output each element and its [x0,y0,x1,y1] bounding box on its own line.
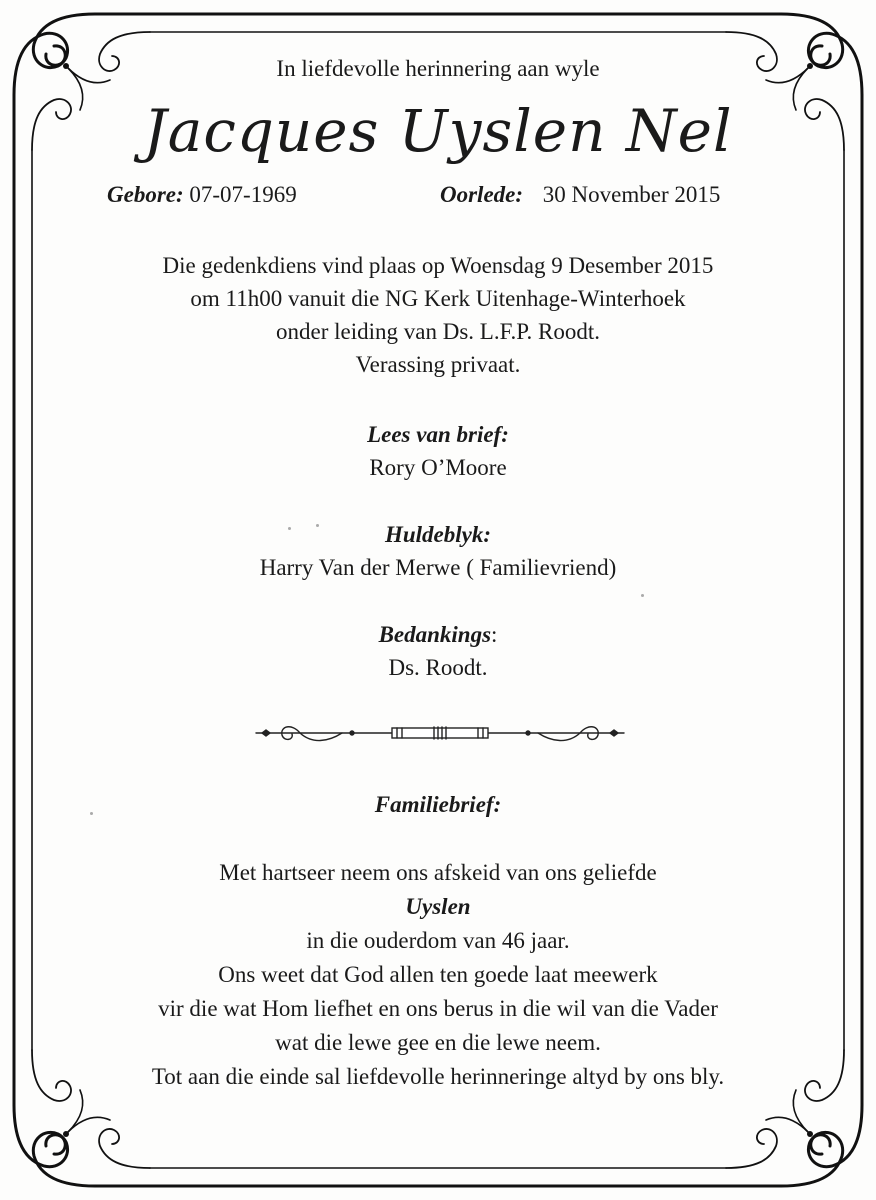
tribute-heading: Huldeblyk: [384,522,492,547]
thanks-heading: Bedankings [378,622,492,647]
intro-line: In liefdevolle herinnering aan wyle [276,56,600,81]
family-letter-heading: Familiebrief: [374,792,502,817]
birth-date [107,181,297,209]
family-letter-line: in die ouderdom van 46 jaar. [306,928,570,953]
tribute-name: Harry Van der Merwe ( Familievriend) [259,555,617,580]
scan-speck [288,527,291,530]
family-letter-line: wat die lewe gee en die lewe neem. [275,1030,601,1055]
death-value: 30 November 2015 [542,182,721,207]
scan-speck [641,594,644,597]
family-letter-line: Met hartseer neem ons afskeid van ons geliefde [219,860,657,885]
scan-speck [316,524,319,527]
birth-value: 07-07-1969 [189,182,297,207]
death-label: Oorlede: [440,182,524,207]
deceased-name: Jacques Uyslen Nel [143,97,733,165]
thanks-name: Ds. Roodt. [388,655,488,680]
service-line: Die gedenkdiens vind plaas op Woensdag 9 Desember 2015 [162,253,714,278]
thanks-heading-line [0,621,876,649]
family-letter-line: Ons weet dat God allen ten goede laat meewerk [218,962,658,987]
reading-heading: Lees van brief: [367,422,509,447]
service-line: om 11h00 vanuit die NG Kerk Uitenhage-Winterhoek [190,286,686,311]
ornamental-divider [252,718,628,748]
reading-name: Rory O’Moore [369,455,507,480]
death-date [440,181,720,209]
birth-label: Gebore: [107,182,184,207]
service-line: onder leiding van Ds. L.F.P. Roodt. [276,319,600,344]
scan-speck [90,812,93,815]
thanks-colon: : [491,622,498,647]
family-letter-line: Tot aan die einde sal liefdevolle herinneringe altyd by ons bly. [151,1064,725,1089]
family-letter-name: Uyslen [405,894,471,919]
family-letter-line: vir die wat Hom liefhet en ons berus in die wil van die Vader [158,996,718,1021]
service-line: Verassing privaat. [355,352,521,377]
